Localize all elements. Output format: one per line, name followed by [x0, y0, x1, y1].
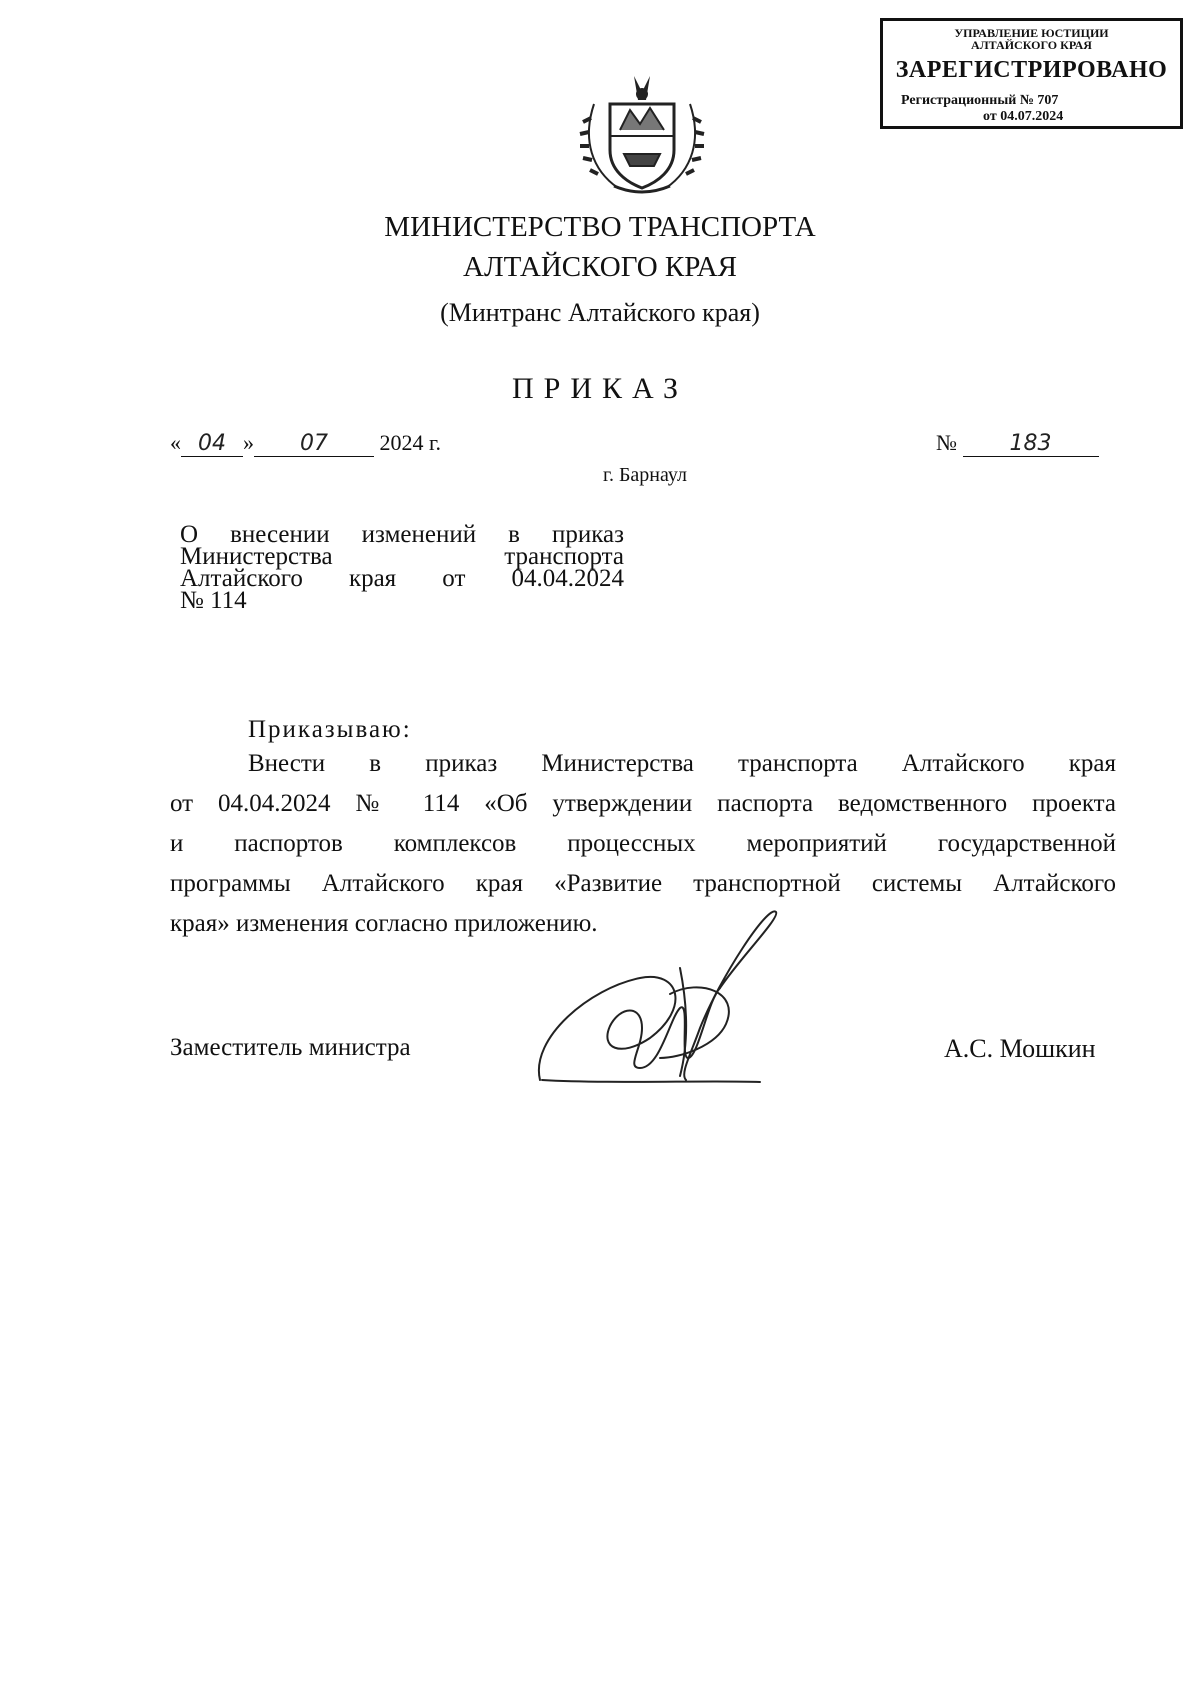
order-directive: Приказываю: — [248, 716, 412, 743]
stamp-authority-line1: УПРАВЛЕНИЕ ЮСТИЦИИ — [954, 26, 1109, 40]
document-type-title: ПРИКАЗ — [512, 372, 688, 405]
date-open-quote: « — [170, 430, 181, 455]
body-line: и паспортов комплексов процессных мероприятий государственной — [170, 830, 1116, 857]
order-number-label: № — [936, 430, 957, 455]
ministry-name-line2: АЛТАЙСКОГО КРАЯ — [463, 251, 737, 283]
order-subject — [180, 521, 624, 614]
handwritten-signature — [530, 908, 810, 1088]
body-line: от 04.04.2024 № 114 «Об утверждении паспорта ведомственного проекта — [170, 790, 1116, 817]
date-close-quote: » — [243, 430, 254, 455]
signer-title: Заместитель министра — [170, 1034, 411, 1061]
date-year: 2024 г. — [379, 430, 442, 455]
subject-line: О внесении изменений в приказ — [180, 521, 624, 548]
stamp-reg-number: Регистрационный № 707 — [901, 93, 1059, 108]
order-number-value: 183 — [963, 432, 1099, 457]
subject-line: № 114 — [180, 587, 247, 614]
date-day: 04 — [181, 432, 243, 457]
stamp-status: ЗАРЕГИСТРИРОВАНО — [895, 57, 1168, 83]
signer-name: А.С. Мошкин — [944, 1034, 1096, 1063]
order-date — [170, 430, 441, 457]
stamp-registration — [901, 93, 1063, 125]
ministry-name-line1: МИНИСТЕРСТВО ТРАНСПОРТА — [384, 211, 816, 243]
subject-line: Алтайского края от 04.04.2024 — [180, 565, 624, 592]
body-line: края» изменения согласно приложению. — [170, 910, 598, 937]
subject-line: Министерства транспорта — [180, 543, 624, 570]
order-number — [936, 430, 1099, 457]
date-month: 07 — [254, 432, 374, 457]
body-line: Внести в приказ Министерства транспорта Алтайского края — [248, 750, 1116, 777]
coat-of-arms-emblem-icon — [574, 70, 710, 200]
body-line: программы Алтайского края «Развитие транспортной системы Алтайского — [170, 870, 1116, 897]
stamp-reg-date: от 04.07.2024 — [983, 109, 1064, 124]
registration-stamp — [880, 18, 1183, 129]
ministry-short-name: (Минтранс Алтайского края) — [440, 298, 760, 327]
city: г. Барнаул — [603, 464, 687, 486]
stamp-authority-line2: АЛТАЙСКОГО КРАЯ — [971, 38, 1092, 52]
